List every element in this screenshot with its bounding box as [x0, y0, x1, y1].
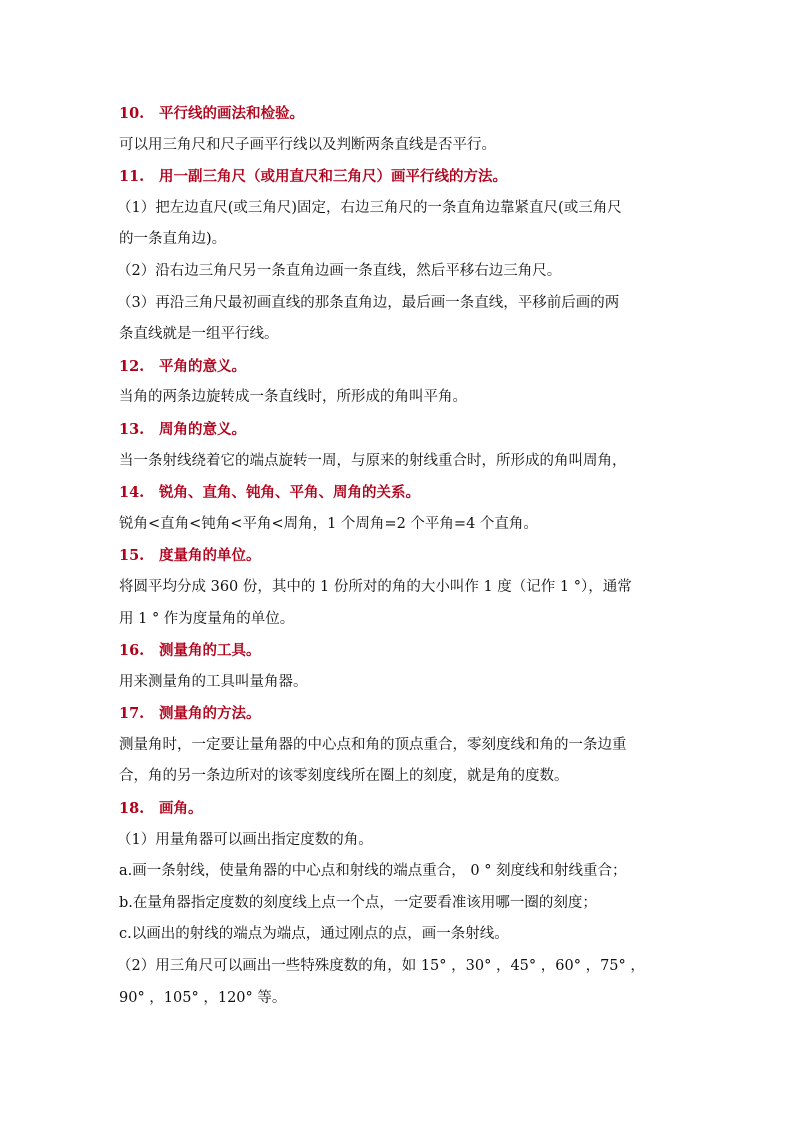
paragraph-line: 当一条射线绕着它的端点旋转一周，与原来的射线重合时，所形成的角叫周角， [119, 452, 627, 469]
paragraph-line: （1）用量角器可以画出指定度数的角。 [117, 831, 373, 848]
section-title: 用一副三角尺（或用直尺和三角尺）画平行线的方法。 [159, 168, 507, 186]
section-heading [119, 161, 699, 193]
section-title: 平角的意义。 [159, 357, 246, 375]
section-number: 18. [119, 800, 145, 818]
paragraph-line: （2）用三角尺可以画出一些特殊度数的角，如 15° ，30° ，45° ，60° ，75° ， [117, 958, 645, 975]
paragraph-line: 用 1 ° 作为度量角的单位。 [119, 610, 295, 627]
paragraph-line: 锐角<直角<钝角<平角<周角，1 个周角=2 个平角=4 个直角。 [119, 515, 538, 532]
paragraph-line: 当角的两条边旋转成一条直线时，所形成的角叫平角。 [119, 389, 467, 406]
paragraph-line: （2）沿右边三角尺另一条直角边画一条直线，然后平移右边三角尺。 [117, 262, 562, 279]
section-number: 12. [119, 357, 145, 375]
paragraph-line: 可以用三角尺和尺子画平行线以及判断两条直线是否平行。 [119, 136, 496, 153]
paragraph-line: （1）把左边直尺(或三角尺)固定，右边三角尺的一条直角边靠紧直尺(或三角尺 [117, 199, 622, 216]
section-heading [119, 635, 699, 667]
paragraph-line: 用来测量角的工具叫量角器。 [119, 673, 308, 690]
section-title: 周角的意义。 [159, 420, 246, 438]
section-title: 度量角的单位。 [159, 547, 261, 565]
section-heading [119, 414, 699, 446]
paragraph-line: 将圆平均分成 360 份，其中的 1 份所对的角的大小叫作 1 度（记作 1 °），通常 [119, 578, 632, 595]
paragraph-line: b.在量角器指定度数的刻度线上点一个点，一定要看准该用哪一圈的刻度； [119, 894, 597, 911]
section-title: 测量角的工具。 [159, 642, 261, 660]
section-number: 16. [119, 642, 145, 660]
section-heading [119, 98, 699, 130]
paragraph-line: （3）再沿三角尺最初画直线的那条直角边，最后画一条直线，平移前后画的两 [117, 294, 620, 311]
paragraph-line: 合，角的另一条边所对的该零刻度线所在圈上的刻度，就是角的度数。 [119, 768, 569, 785]
section-number: 11. [119, 168, 145, 186]
section-heading [119, 793, 699, 825]
paragraph-line: c.以画出的射线的端点为端点，通过刚点的点，画一条射线。 [119, 926, 509, 943]
section-title: 平行线的画法和检验。 [159, 105, 304, 122]
paragraph-line: 条直线就是一组平行线。 [119, 326, 279, 343]
section-title: 画角。 [159, 800, 203, 818]
section-heading [119, 477, 699, 509]
section-number: 14. [119, 484, 145, 502]
paragraph-line: 90° ，105° ，120° 等。 [119, 989, 287, 1006]
section-heading [119, 698, 699, 730]
paragraph-line: a.画一条射线，使量角器的中心点和射线的端点重合， 0 ° 刻度线和射线重合； [119, 863, 627, 880]
section-title: 锐角、直角、钝角、平角、周角的关系。 [159, 484, 420, 502]
section-number: 13. [119, 420, 145, 438]
section-number: 15. [119, 547, 145, 565]
section-heading [119, 351, 699, 383]
paragraph-line: 的一条直角边)。 [119, 231, 227, 248]
paragraph-line: 测量角时，一定要让量角器的中心点和角的顶点重合，零刻度线和角的一条边重 [119, 736, 627, 753]
document-page [119, 98, 699, 1014]
section-number: 10. [119, 105, 145, 122]
section-heading [119, 540, 699, 572]
section-title: 测量角的方法。 [159, 705, 261, 723]
section-number: 17. [119, 705, 145, 723]
